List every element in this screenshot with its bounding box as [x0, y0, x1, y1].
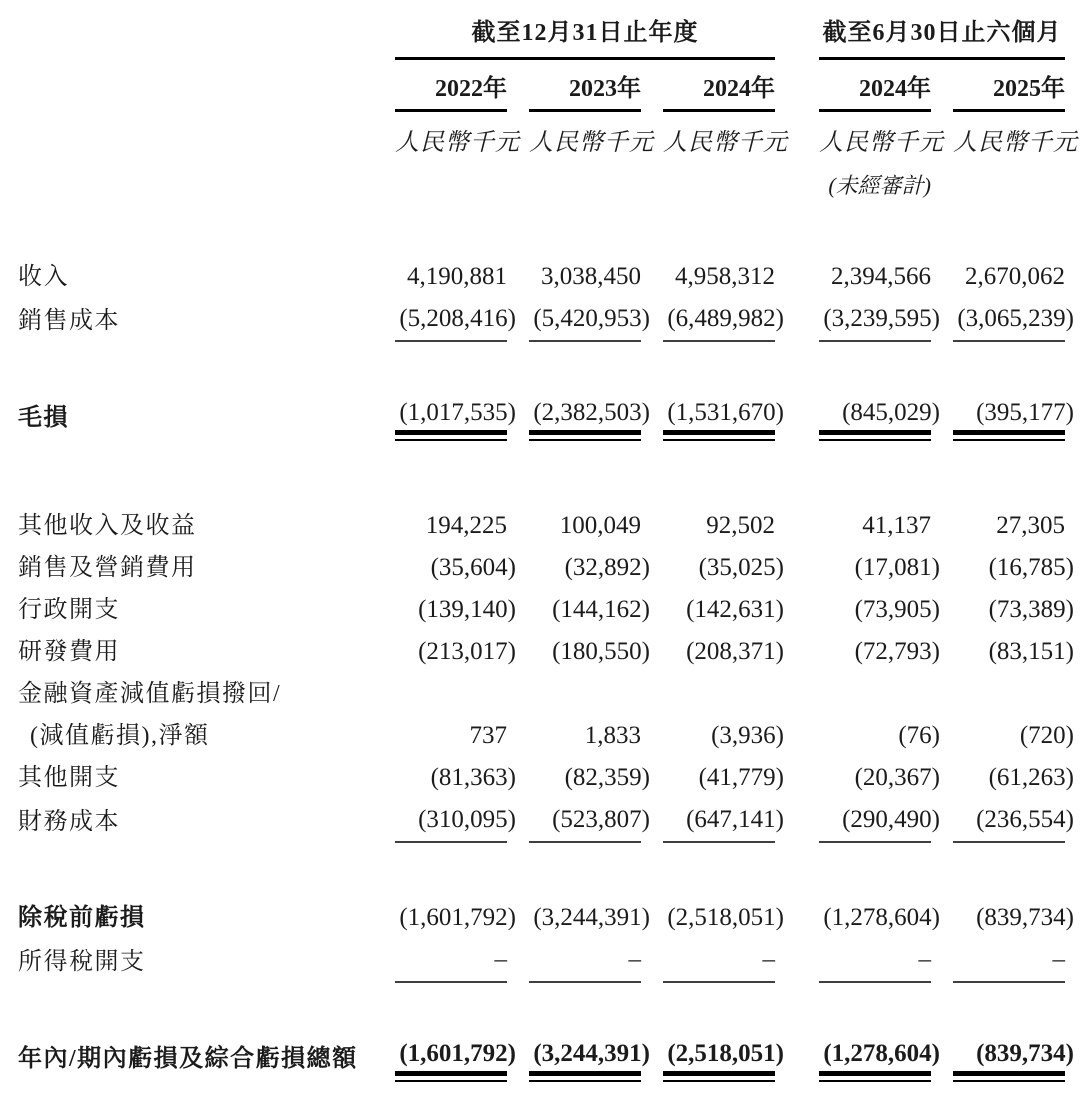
value-2022: (1,601,792) — [399, 904, 516, 931]
value-2023: – — [628, 946, 641, 973]
value-2024-interim: (290,490) — [842, 806, 940, 833]
value-2023: (82,359) — [564, 764, 650, 791]
row-other-expenses — [18, 757, 1074, 799]
row-label: 行政開支 — [18, 597, 120, 623]
row-gross-loss — [18, 396, 1074, 435]
value-2023: (144,162) — [552, 596, 650, 623]
row-other-income — [18, 505, 1065, 547]
col-header-2022: 2022年 — [395, 74, 507, 112]
value-2023: (32,892) — [564, 554, 650, 581]
spacer — [18, 200, 1065, 256]
value-2025: (236,554) — [976, 806, 1074, 833]
value-2022: 194,225 — [425, 512, 507, 539]
row-total-comprehensive-loss — [18, 1037, 1074, 1076]
value-2023: (5,420,953) — [533, 305, 650, 332]
col-header-2024-interim: 2024年 — [819, 74, 931, 112]
value-2024: (1,531,670) — [667, 399, 784, 426]
value-2025: (395,177) — [976, 399, 1074, 426]
value-2024-interim: 41,137 — [862, 512, 931, 539]
row-label: 其他收入及收益 — [18, 513, 197, 539]
spacer — [18, 843, 1065, 897]
row-income-tax-expense — [18, 939, 1065, 983]
row-selling-marketing-expenses — [18, 547, 1074, 589]
row-impairment-line1 — [18, 673, 1065, 715]
value-2024: (647,141) — [686, 806, 784, 833]
value-2022: – — [494, 946, 507, 973]
period-group-rules — [18, 57, 1065, 60]
row-label: 財務成本 — [18, 809, 120, 835]
value-2024-interim: (72,793) — [854, 638, 940, 665]
value-2024: (35,025) — [698, 554, 784, 581]
col-header-2025: 2025年 — [953, 74, 1065, 112]
unit-label: 人民幣千元 — [663, 130, 788, 156]
unit-label: 人民幣千元 — [395, 130, 520, 156]
value-2023: 100,049 — [559, 512, 641, 539]
value-2024: (3,936) — [711, 722, 784, 749]
value-2023: (2,382,503) — [533, 399, 650, 426]
value-2023: 1,833 — [584, 722, 641, 749]
row-label: 所得稅開支 — [18, 949, 146, 975]
value-2023: (3,244,391) — [533, 904, 650, 931]
row-administrative-expenses — [18, 589, 1074, 631]
value-2024: 92,502 — [706, 512, 775, 539]
row-cost-of-sales — [18, 298, 1074, 342]
value-2025: (839,734) — [976, 1040, 1074, 1067]
value-2025: 2,670,062 — [965, 263, 1065, 290]
value-2025: (839,734) — [976, 904, 1074, 931]
value-2023: (3,244,391) — [533, 1040, 650, 1067]
row-label: 銷售成本 — [18, 308, 120, 334]
value-2024-interim: (17,081) — [854, 554, 940, 581]
value-2025: (3,065,239) — [957, 305, 1074, 332]
value-2024-interim: (1,278,604) — [823, 1040, 940, 1067]
value-2022: (1,601,792) — [399, 1040, 516, 1067]
value-2024-interim: (73,905) — [854, 596, 940, 623]
interim-group-rule — [819, 57, 1065, 60]
row-label: 毛損 — [18, 405, 69, 431]
value-2024: 4,958,312 — [675, 263, 775, 290]
row-loss-before-tax — [18, 897, 1074, 939]
value-2022: 4,190,881 — [407, 263, 507, 290]
value-2024-interim: (20,367) — [854, 764, 940, 791]
currency-unit-row — [18, 128, 1078, 158]
value-2024: (2,518,051) — [667, 904, 784, 931]
value-2024: (2,518,051) — [667, 1040, 784, 1067]
value-2023: (180,550) — [552, 638, 650, 665]
unaudited-label: (未經審計) — [828, 173, 931, 198]
year-header-row — [18, 74, 1065, 112]
value-2025: (61,263) — [988, 764, 1074, 791]
annual-group-rule — [395, 57, 775, 60]
unaudited-note-row — [18, 172, 1065, 200]
value-2022: (1,017,535) — [399, 399, 516, 426]
unit-label: 人民幣千元 — [819, 130, 944, 156]
spacer — [18, 435, 1065, 505]
value-2024-interim: (76) — [898, 722, 940, 749]
row-revenue — [18, 256, 1065, 298]
period-header-annual: 截至12月31日止年度 — [471, 20, 699, 46]
row-label: 收入 — [18, 264, 69, 290]
value-2022: (213,017) — [418, 638, 516, 665]
period-group-header-row — [18, 18, 1065, 48]
value-2022: (310,095) — [418, 806, 516, 833]
value-2024-interim: 2,394,566 — [831, 263, 931, 290]
col-header-2023: 2023年 — [529, 74, 641, 112]
unit-label: 人民幣千元 — [529, 130, 654, 156]
value-2024-interim: (1,278,604) — [823, 904, 940, 931]
value-2025: (83,151) — [988, 638, 1074, 665]
value-2023: 3,038,450 — [541, 263, 641, 290]
value-2024: – — [762, 946, 775, 973]
row-finance-costs — [18, 799, 1074, 843]
value-2024: (41,779) — [698, 764, 784, 791]
col-header-2024-annual: 2024年 — [663, 74, 775, 112]
period-header-interim: 截至6月30日止六個月 — [822, 20, 1062, 46]
row-rd-expenses — [18, 631, 1074, 673]
spacer — [18, 983, 1065, 1037]
value-2024: (208,371) — [686, 638, 784, 665]
value-2022: (139,140) — [418, 596, 516, 623]
value-2024-interim: (3,239,595) — [823, 305, 940, 332]
value-2023: (523,807) — [552, 806, 650, 833]
row-label: 研發費用 — [18, 639, 120, 665]
value-2022: (35,604) — [430, 554, 516, 581]
unit-label: 人民幣千元 — [953, 130, 1078, 156]
value-2022: 737 — [469, 722, 507, 749]
value-2025: 27,305 — [996, 512, 1065, 539]
value-2025: (16,785) — [988, 554, 1074, 581]
row-label: (減值虧損),淨額 — [30, 723, 210, 749]
value-2022: (81,363) — [430, 764, 516, 791]
row-label: 除稅前虧損 — [18, 905, 146, 931]
row-label: 年內/期內虧損及綜合虧損總額 — [18, 1046, 358, 1072]
value-2025: (73,389) — [988, 596, 1074, 623]
value-2024: (142,631) — [686, 596, 784, 623]
value-2024-interim: (845,029) — [842, 399, 940, 426]
row-label: 銷售及營銷費用 — [18, 555, 197, 581]
row-impairment-line2 — [18, 715, 1074, 757]
spacer — [18, 342, 1065, 396]
value-2024: (6,489,982) — [667, 305, 784, 332]
value-2024-interim: – — [918, 946, 931, 973]
row-label: 其他開支 — [18, 765, 120, 791]
row-label: 金融資產減值虧損撥回/ — [18, 681, 282, 707]
value-2025: (720) — [1019, 722, 1074, 749]
value-2022: (5,208,416) — [399, 305, 516, 332]
value-2025: – — [1052, 946, 1065, 973]
